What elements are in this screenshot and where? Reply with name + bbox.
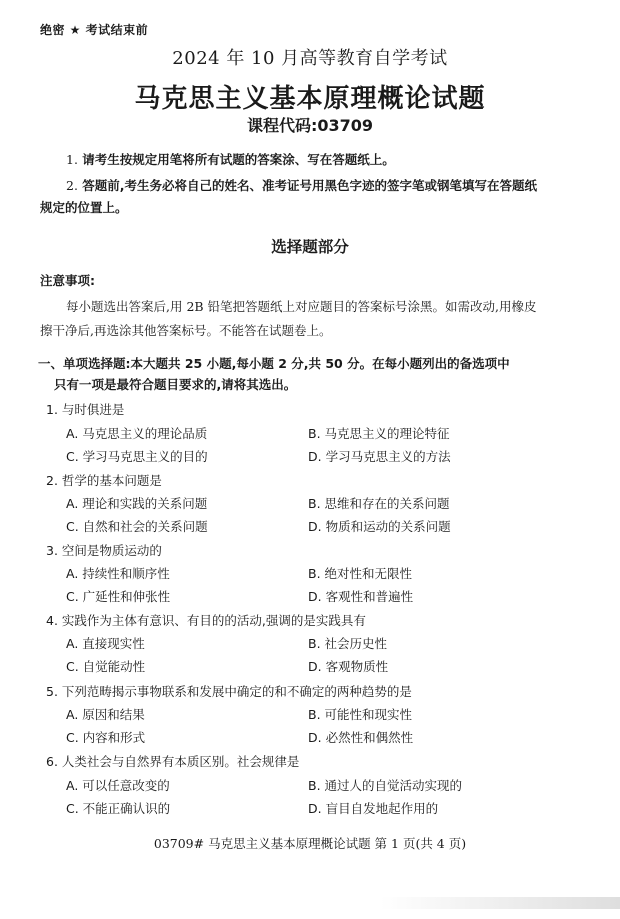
- course-code: 课程代码:03709: [246, 116, 374, 135]
- question-1-option-b: B. 马克思主义的理论特征: [308, 426, 450, 441]
- page-footer: 03709# 马克思主义基本原理概论试题 第 1 页(共 4 页): [153, 836, 467, 851]
- question-2-option-c: C. 自然和社会的关系问题: [66, 519, 208, 534]
- instruction-2: 2. 答题前,考生务必将自己的姓名、准考证号用黑色字迹的签字笔或钢笔填写在答题纸 规定的位置上。: [40, 178, 538, 215]
- question-5-option-a: A. 原因和结果: [66, 707, 145, 722]
- question-5-option-d: D. 必然性和偶然性: [308, 730, 414, 745]
- question-6-option-a: A. 可以任意改变的: [66, 778, 170, 793]
- question-2-option-b: B. 思维和存在的关系问题: [308, 496, 450, 511]
- question-3-option-b: B. 绝对性和无限性: [308, 566, 413, 581]
- question-1-option-a: A. 马克思主义的理论品质: [66, 426, 208, 441]
- exam-session: 2024 年 10 月高等教育自学考试: [172, 48, 448, 69]
- question-5-option-b: B. 可能性和现实性: [308, 707, 413, 722]
- question-4-option-c: C. 自觉能动性: [66, 659, 146, 674]
- question-3-option-c: C. 广延性和伸张性: [66, 589, 171, 604]
- question-6-stem: 6. 人类社会与自然界有本质区别。社会规律是: [46, 754, 300, 769]
- question-1-option-d: D. 学习马克思主义的方法: [308, 449, 451, 464]
- question-3-option-d: D. 客观性和普遍性: [308, 589, 414, 604]
- question-5-option-c: C. 内容和形式: [66, 730, 146, 745]
- question-4-option-b: B. 社会历史性: [308, 636, 388, 651]
- question-6-option-d: D. 盲目自发地起作用的: [308, 801, 439, 816]
- question-5-stem: 5. 下列范畴揭示事物联系和发展中确定的和不确定的两种趋势的是: [46, 684, 412, 699]
- notice-heading: 注意事项:: [40, 273, 95, 288]
- question-1-option-c: C. 学习马克思主义的目的: [66, 449, 208, 464]
- page-title: 马克思主义基本原理概论试题: [134, 84, 486, 114]
- question-2-option-d: D. 物质和运动的关系问题: [308, 519, 451, 534]
- question-6-option-b: B. 通过人的自觉活动实现的: [308, 778, 463, 793]
- question-2-option-a: A. 理论和实践的关系问题: [66, 496, 208, 511]
- question-6-option-c: C. 不能正确认识的: [66, 801, 171, 816]
- question-1-stem: 1. 与时俱进是: [46, 402, 125, 417]
- question-3-stem: 3. 空间是物质运动的: [46, 543, 162, 558]
- section-title: 选择题部分: [271, 238, 349, 256]
- scan-artifact: [380, 897, 620, 909]
- part-heading: 一、单项选择题:本大题共 25 小题,每小题 2 分,共 50 分。在每小题列出的备选项中 只有一项是最符合题目要求的,请将其选出。: [38, 356, 510, 392]
- question-4-option-a: A. 直接现实性: [66, 636, 145, 651]
- secrecy-label: 绝密 ★ 考试结束前: [40, 23, 149, 37]
- question-4-stem: 4. 实践作为主体有意识、有目的的活动,强调的是实践具有: [46, 613, 366, 628]
- question-3-option-a: A. 持续性和顺序性: [66, 566, 170, 581]
- instruction-1: 1. 请考生按规定用笔将所有试题的答案涂、写在答题纸上。: [66, 152, 395, 167]
- question-4-option-d: D. 客观物质性: [308, 659, 389, 674]
- notice-body: 每小题选出答案后,用 2B 铅笔把答题纸上对应题目的答案标号涂黑。如需改动,用橡皮 擦干净后,再选涂其他答案标号。不能答在试题卷上。: [40, 299, 537, 338]
- question-2-stem: 2. 哲学的基本问题是: [46, 473, 162, 488]
